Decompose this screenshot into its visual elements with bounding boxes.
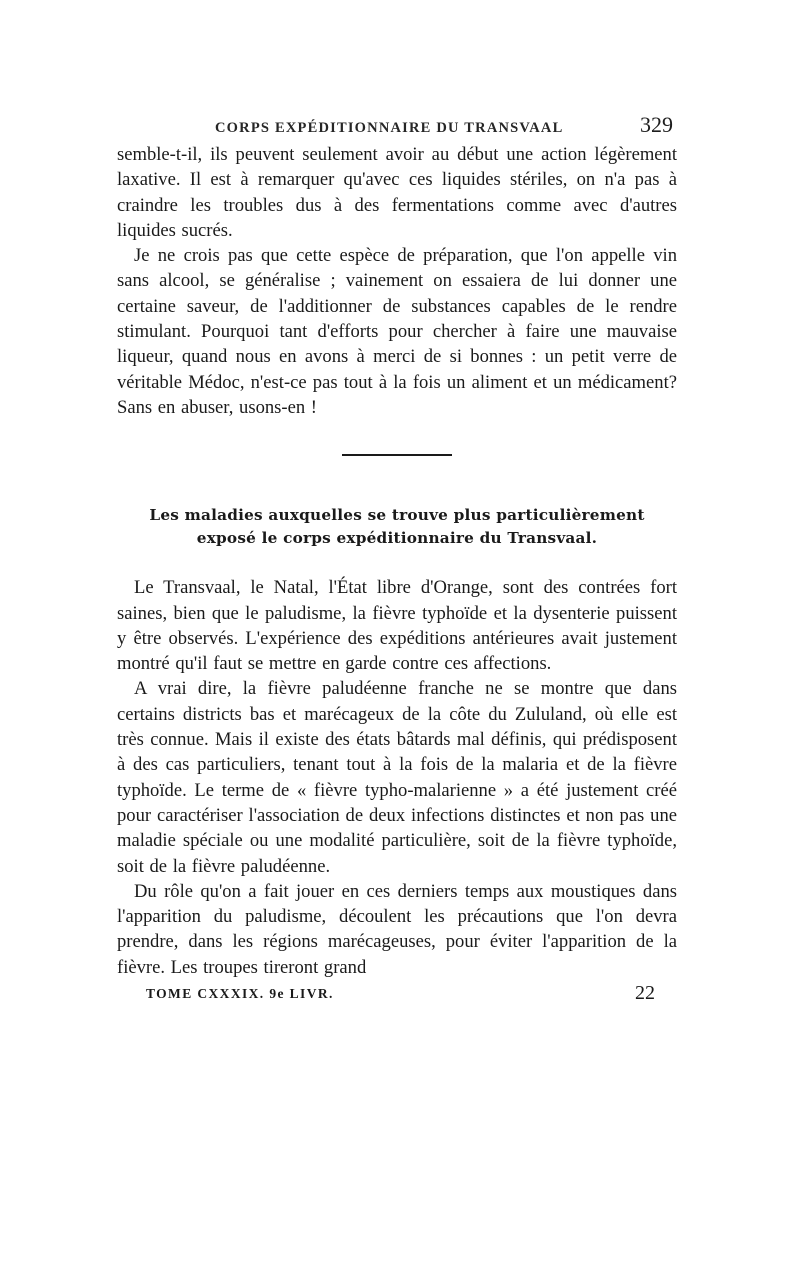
paragraph-continued: semble-t-il, ils peuvent seulement avoir au début une action légèrement laxative. Il est à remarquer qu'avec ces liquides stériles, on n'a pas à craindre les troubles dus à des fermentations comme avec d'autres liquides sucrés.: [117, 144, 677, 241]
section-divider: [342, 454, 452, 456]
paragraph-mosquitoes: Du rôle qu'on a fait jouer en ces derniers temps aux moustiques dans l'apparition du paludisme, découlent les précautions que l'on devra prendre, dans les régions marécageuses, pour éviter l'apparition de la fièvre. Les troupes tireront grand: [117, 880, 677, 978]
paragraph-healthy-regions: Le Transvaal, le Natal, l'État libre d'Orange, sont des contrées fort saines, bien que le paludisme, la fièvre typhoïde et la dysenterie puissent y être observés. L'expérience des expéditions antérieures avait justement montré qu'il faut se mettre en garde contre ces affections.: [117, 577, 677, 675]
page-number: 329: [640, 112, 673, 137]
paragraph-malarial-fever: A vrai dire, la fièvre paludéenne franche ne se montre que dans certains districts bas et marécageux de la côte du Zululand, où elle est très connue. Mais il existe des états bâtards mal définis, qui prédisposent à des cas particuliers, tenant tout à la fois de la malaria et de la fièvre typhoïde. Le terme de « fièvre typho-malarienne » a été justement créé pour caractériser l'association de deux infections distinctes et non pas une maladie spéciale ou une modalité particulière, soit de la fièvre typhoïde, soit de la fièvre paludéenne.: [117, 678, 677, 877]
section-title: Les maladies auxquelles se trouve plus particulièrement exposé le corps expéditionnaire du Transvaal.: [149, 506, 645, 548]
running-head: [117, 112, 677, 142]
book-page: [117, 112, 677, 1006]
signature-number: 22: [635, 982, 655, 1005]
section-body: [117, 575, 677, 980]
signature-mark: TOME CXXXIX. 9e LIVR.: [146, 986, 334, 1002]
page-footer: [117, 982, 677, 1006]
paragraph-wine-without-alcohol: Je ne crois pas que cette espèce de préparation, que l'on appelle vin sans alcool, se généralise ; vainement on essaiera de lui donner une certaine saveur, de l'additionner de substances capables de le rendre stimulant. Pourquoi tant d'efforts pour chercher à faire une mauvaise liqueur, quand nous en avons à merci de si bonnes : un petit verre de véritable Médoc, n'est-ce pas tout à la fois un aliment et un médicament? Sans en abuser, usons-en !: [117, 245, 677, 418]
running-title: CORPS EXPÉDITIONNAIRE DU TRANSVAAL: [215, 120, 564, 136]
